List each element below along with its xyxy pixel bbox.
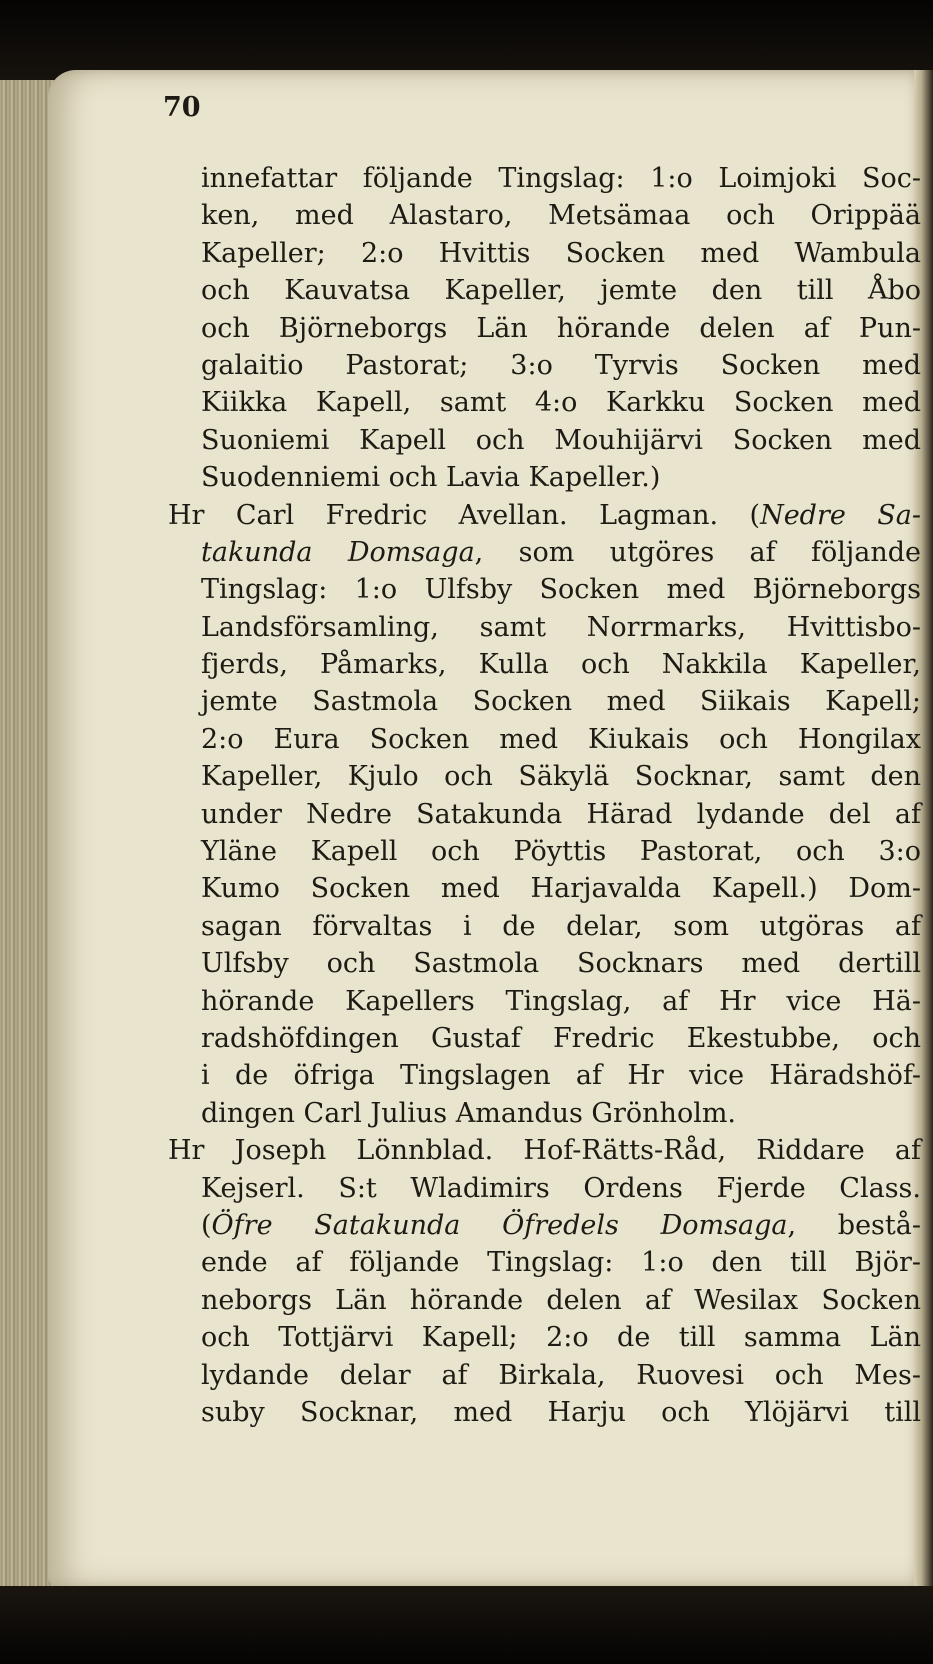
text-line xyxy=(168,1207,921,1244)
text-line: hörande Kapellers Tingslag, af Hr vice Hä- xyxy=(201,985,921,1017)
page-number: 70 xyxy=(163,92,201,123)
text-line: Kiikka Kapell, samt 4:o Karkku Socken med xyxy=(201,387,921,419)
text-line: Kapeller; 2:o Hvittis Socken med Wambula xyxy=(201,237,921,269)
text-line: fjerds, Påmarks, Kulla och Nakkila Kapeller, xyxy=(201,649,921,681)
open-paren: ( xyxy=(201,1209,212,1241)
text-line: suby Socknar, med Harju och Ylöjärvi till xyxy=(201,1396,921,1428)
text-line: Kejserl. S:t Wladimirs Ordens Fjerde Class. xyxy=(201,1172,921,1204)
text-line: och Björneborgs Län hörande delen af Pun- xyxy=(201,312,921,344)
entry-lonnblad xyxy=(168,1132,921,1431)
text-line: radshöfdingen Gustaf Fredric Ekestubbe, och xyxy=(201,1022,921,1054)
text-line: neborgs Län hörande delen af Wesilax Socken xyxy=(201,1284,921,1316)
entry-heading-line xyxy=(168,497,921,534)
text-line: ende af följande Tingslag: 1:o den till Björ- xyxy=(201,1247,921,1279)
text-line: 2:o Eura Socken med Kiukais och Hongilax xyxy=(201,723,921,755)
entry-continuation xyxy=(168,160,921,497)
district-name-cont: takunda Domsaga xyxy=(201,536,475,568)
open-paren: ( xyxy=(749,499,761,531)
scan-background-top xyxy=(0,0,933,80)
text-line: innefattar följande Tingslag: 1:o Loimjoki Soc- xyxy=(201,163,921,194)
page-text xyxy=(168,160,921,1431)
text-line: sagan förvaltas i de delar, som utgöras af xyxy=(201,910,921,942)
text-fragment: , som utgöres af följande xyxy=(474,536,921,568)
text-line: under Nedre Satakunda Härad lydande del af xyxy=(201,798,921,830)
entry-avellan xyxy=(168,497,921,1133)
text-line: och Tottjärvi Kapell; 2:o de till samma Län xyxy=(201,1322,921,1354)
text-line: och Kauvatsa Kapeller, jemte den till Åbo xyxy=(201,275,921,307)
text-line: Tingslag: 1:o Ulfsby Socken med Björneborgs xyxy=(201,574,921,606)
entry-heading-line: Hr Joseph Lönnblad. Hof-Rätts-Råd, Riddare af xyxy=(168,1135,921,1167)
text-line: dingen Carl Julius Amandus Grönholm. xyxy=(201,1097,737,1129)
text-fragment: , bestå- xyxy=(787,1209,921,1241)
district-name: Nedre Sa- xyxy=(760,499,921,531)
text-line: Yläne Kapell och Pöyttis Pastorat, och 3:o xyxy=(201,836,921,868)
text-line xyxy=(168,534,921,571)
text-line: Kapeller, Kjulo och Säkylä Socknar, samt den xyxy=(201,761,921,793)
person-name: Hr Carl Fredric Avellan. xyxy=(168,499,568,531)
text-line: ken, med Alastaro, Metsämaa och Orippää xyxy=(201,200,921,232)
text-line: jemte Sastmola Socken med Siikais Kapell; xyxy=(201,686,921,718)
district-name: Öfre Satakunda Öfredels Domsaga xyxy=(211,1209,788,1241)
text-line: Landsförsamling, samt Norrmarks, Hvittisbo- xyxy=(201,611,921,643)
scan-background-bottom xyxy=(0,1586,933,1664)
text-line: Suodenniemi och Lavia Kapeller.) xyxy=(201,462,661,494)
person-title: Lagman. xyxy=(599,499,719,531)
text-line: i de öfriga Tingslagen af Hr vice Häradshöf- xyxy=(201,1060,921,1092)
text-line: Kumo Socken med Harjavalda Kapell.) Dom- xyxy=(201,873,921,905)
text-line: Suoniemi Kapell och Mouhijärvi Socken med xyxy=(201,424,921,456)
text-line: Ulfsby och Sastmola Socknars med dertill xyxy=(201,948,921,980)
text-line: galaitio Pastorat; 3:o Tyrvis Socken med xyxy=(201,349,921,381)
text-line: lydande delar af Birkala, Ruovesi och Mes- xyxy=(201,1359,921,1391)
